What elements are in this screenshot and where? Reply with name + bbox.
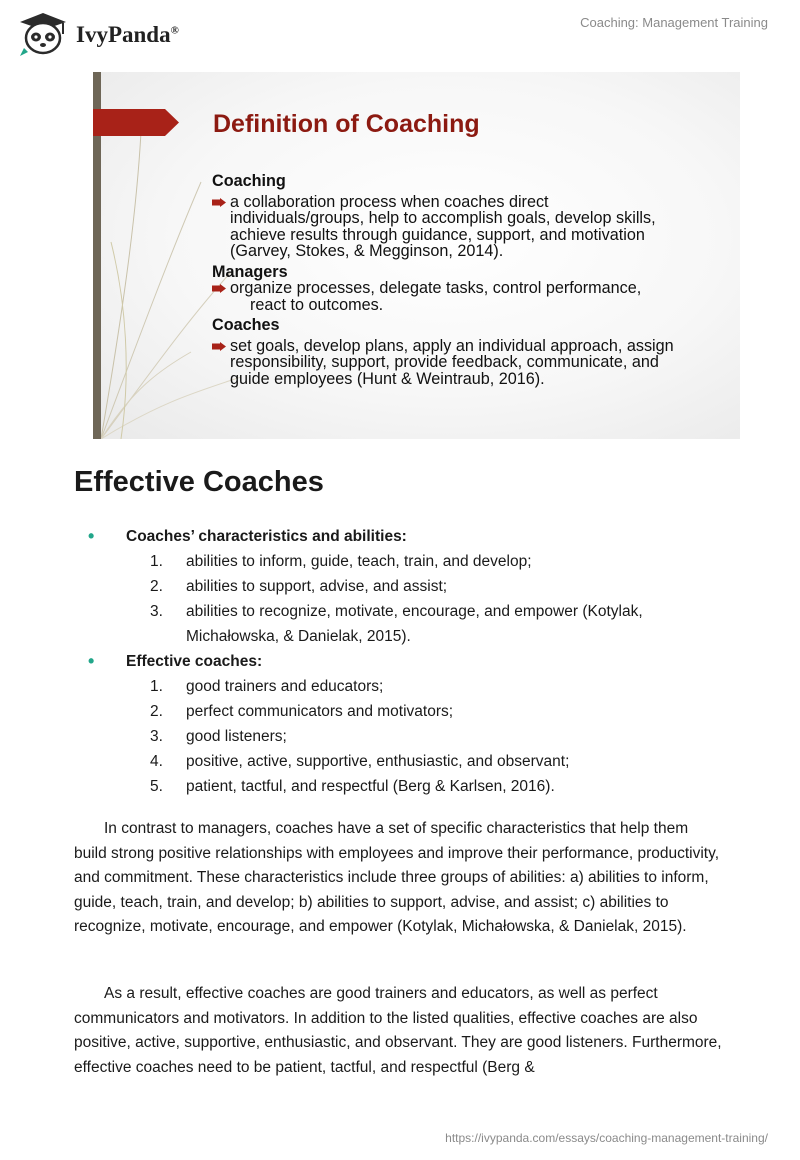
arrow-bullet-icon [212, 342, 226, 351]
slide-heading-coaches: Coaches [212, 316, 280, 334]
list-item: 2. abilities to support, advise, and assist; [150, 578, 448, 595]
bullet-dot-icon: • [88, 651, 95, 671]
list-group-label: • Coaches’ characteristics and abilities: [74, 524, 714, 549]
slide-bullet-coaches: set goals, develop plans, apply an individual approach, assign responsibility, support, provide feedback, communicate, and guide employees (Hunt & Weintraub, 2016). [212, 338, 717, 388]
site-logo[interactable] [14, 10, 179, 58]
section-title: Effective Coaches [74, 466, 324, 498]
slide-heading-coaching: Coaching [212, 172, 286, 190]
list-item: 2. perfect communicators and motivators; [150, 703, 454, 720]
document-title: Coaching: Management Training [580, 15, 768, 30]
list-item: 5. patient, tactful, and respectful (Berg & Karlsen, 2016). [150, 778, 555, 795]
arrow-bullet-icon [212, 198, 226, 207]
slide-heading-managers: Managers [212, 262, 288, 281]
coaches-list [74, 524, 714, 799]
list-item: 3. abilities to recognize, motivate, encourage, and empower (Kotylak, Michałowska, & Danielak, 2015). [150, 603, 643, 645]
list-item: 4. positive, active, supportive, enthusiastic, and observant; [150, 753, 570, 770]
paragraph-2: As a result, effective coaches are good trainers and educators, as well as perfect communicators and motivators. In addition to the listed qualities, effective coaches are also positive, active, supportive, enthusiastic, and observant. They are good listeners. Furthermore, effective coaches need to be patient, tactful, and respectful (Berg & [74, 985, 722, 1076]
slide-body [212, 173, 717, 387]
paragraph-1: In contrast to managers, coaches have a set of specific characteristics that help them build strong positive relationships with employees and improve their performance, productivity, and commitment. These characteristics include three groups of abilities: a) abilities to inform, guide, teach, train, and develop; b) abilities to support, advise, and assist; c) abilities to recognize, motivate, encourage, and empower (Kotylak, Michałowska, & Danielak, 2015). [74, 820, 719, 935]
slide-image [93, 72, 740, 439]
slide-bullet-coaching: a collaboration process when coaches direct individuals/groups, help to accomplish goals, develop skills, achieve results through guidance, support, and motivation (Garvey, Stokes, & Megginson, 2014). [212, 194, 717, 260]
slide-title: Definition of Coaching [213, 110, 480, 138]
slide-bullet-managers: organize processes, delegate tasks, control performance, react to outcomes. [212, 280, 717, 313]
list-group-label: • Effective coaches: [74, 649, 714, 674]
list-item: 3. good listeners; [150, 728, 287, 745]
list-item: 1. good trainers and educators; [150, 678, 384, 695]
panda-logo-icon [14, 10, 72, 58]
brand-name: IvyPanda® [76, 22, 179, 47]
source-url-link[interactable]: https://ivypanda.com/essays/coaching-management-training/ [445, 1131, 768, 1145]
slide-arrow-icon [93, 109, 179, 136]
bullet-dot-icon: • [88, 526, 95, 546]
list-item: 1. abilities to inform, guide, teach, train, and develop; [150, 553, 532, 570]
arrow-bullet-icon [212, 284, 226, 293]
